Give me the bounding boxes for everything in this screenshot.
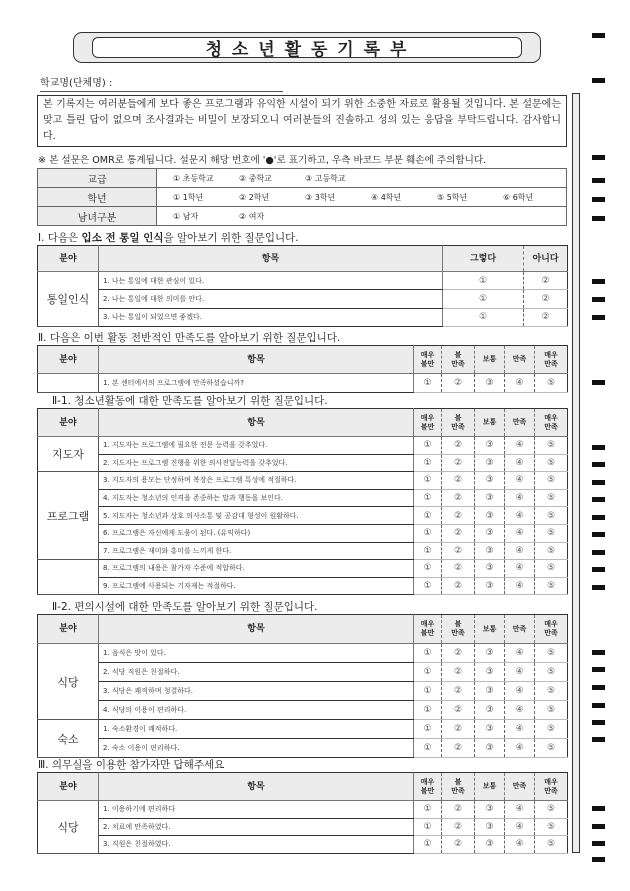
answer-bubble[interactable]: ④ [505,682,535,701]
answer-bubble[interactable]: ⑤ [535,663,568,682]
answer-bubble[interactable]: ⑤ [535,560,568,578]
survey-table [37,772,568,854]
column-header-choice: 매우 불만 [414,773,442,801]
answer-bubble[interactable]: ① [414,701,442,720]
table-row [38,472,568,490]
column-header-choice: 매우 불만 [414,346,442,374]
question-text: 1. 본 센터에서의 프로그램에 만족하셨습니까? [99,374,414,393]
question-text: 9. 프로그램에 사용되는 기자재는 적절하다. [99,577,414,595]
timing-mark [592,480,605,485]
answer-bubble[interactable]: ③ [475,720,505,739]
question-text: 2. 치료에 만족하였다. [99,818,414,836]
answer-bubble[interactable]: ⑤ [535,542,568,560]
answer-bubble[interactable]: ③ [475,374,505,393]
table-header [38,773,568,801]
table-row [38,818,568,836]
answer-bubble[interactable]: ① [414,682,442,701]
answer-bubble[interactable]: ③ [475,818,505,836]
answer-bubble[interactable]: ① [414,739,442,758]
answer-bubble[interactable]: ⑤ [535,524,568,542]
answer-bubble[interactable]: ⑤ [535,720,568,739]
answer-bubble[interactable]: ④ [505,720,535,739]
answer-bubble[interactable]: ② [442,644,475,663]
option[interactable]: ① 1학년 [173,192,204,202]
timing-mark [592,567,605,572]
table-row [38,524,568,542]
answer-bubble[interactable]: ③ [475,524,505,542]
column-header-item: 항목 [99,773,414,801]
table-row [38,489,568,507]
heading-emphasis: 입소 전 통일 인식 [81,232,164,244]
column-header-choice: 만족 [505,409,535,437]
school-name-field[interactable]: 학교명(단체명) : [40,74,283,92]
answer-bubble[interactable]: ③ [475,644,505,663]
answer-bubble[interactable]: ④ [505,374,535,393]
column-header-choice: 매우 불만 [414,615,442,644]
timing-mark [592,216,605,221]
heading-text: 을 알아보기 위한 질문입니다. [163,232,299,244]
answer-bubble[interactable]: ③ [475,560,505,578]
column-header-field: 분야 [38,615,99,644]
option[interactable]: ② 여자 [239,211,265,221]
table-header [38,346,568,374]
timing-mark [592,197,605,202]
column-header-choice: 매우 불만 [414,409,442,437]
answer-bubble[interactable]: ② [442,542,475,560]
answer-bubble[interactable]: ① [414,720,442,739]
timing-mark [592,806,605,811]
table-row [38,374,568,393]
answer-bubble[interactable]: ① [414,801,442,819]
timing-mark [592,279,605,284]
timing-mark [592,497,605,502]
question-text: 6. 프로그램은 자신에게 도움이 된다. (유익하다) [99,524,414,542]
column-header-field: 분야 [38,773,99,801]
section-2-2-heading: Ⅱ-2. 편의시설에 대한 만족도를 알아보기 위한 질문입니다. [52,601,318,613]
column-header-choice: 보통 [475,773,505,801]
column-header-choice: 보통 [475,615,505,644]
column-header-choice: 매우 만족 [535,773,568,801]
answer-bubble[interactable]: ④ [505,489,535,507]
answer-bubble[interactable]: ⑤ [535,507,568,525]
section-1-heading [38,230,299,245]
table-row [38,663,568,682]
answer-bubble[interactable]: ② [524,290,568,308]
answer-bubble[interactable]: ⑤ [535,701,568,720]
option[interactable]: ① 남자 [173,211,199,221]
omr-note: ※ 본 설문은 OMR로 통계됩니다. 설문지 해당 번호에 '●'로 표기하고, 우측 바코드 부분 훼손에 주의합니다. [38,155,487,166]
option[interactable]: ③ 3학년 [305,192,336,202]
field-cell [38,560,99,595]
question-text: 4. 식당의 이용이 편리하다. [99,701,414,720]
answer-bubble[interactable]: ⑤ [535,818,568,836]
answer-bubble[interactable]: ⑤ [535,577,568,595]
column-header-choice: 매우 만족 [535,615,568,644]
answer-bubble[interactable]: ④ [505,472,535,490]
answer-bubble[interactable]: ⑤ [535,836,568,854]
answer-bubble[interactable]: ④ [505,577,535,595]
answer-bubble[interactable]: ② [442,720,475,739]
table-header [38,615,568,644]
answer-bubble[interactable]: ③ [475,454,505,472]
answer-bubble[interactable]: ① [414,472,442,490]
question-text: 2. 나는 통일에 대한 의미를 안다. [99,290,443,308]
table-row [38,308,568,326]
column-header-choice: 매우 만족 [535,409,568,437]
column-header-field: 분야 [38,346,99,374]
answer-bubble[interactable]: ④ [505,644,535,663]
answer-bubble[interactable]: ④ [505,542,535,560]
survey-table [37,345,568,393]
timing-mark [592,667,605,672]
answer-bubble[interactable]: ② [442,577,475,595]
timing-mark [592,857,605,862]
answer-bubble[interactable]: ② [442,472,475,490]
option[interactable]: ③ 고등학교 [305,173,346,183]
answer-bubble[interactable]: ① [414,836,442,854]
field-cell: 식당 [38,801,99,854]
table-row [38,560,568,578]
timing-mark [592,33,605,38]
table-row [38,454,568,472]
column-header-choice: 보통 [475,346,505,374]
table-header [38,409,568,437]
answer-bubble[interactable]: ② [524,308,568,326]
question-text: 1. 숙소환경이 쾌적하다. [99,720,414,739]
column-header-field: 분야 [38,409,99,437]
answer-bubble[interactable]: ① [414,644,442,663]
timing-mark [592,462,605,467]
question-text: 1. 음식은 맛이 있다. [99,644,414,663]
answer-bubble[interactable]: ② [442,489,475,507]
table-row [38,682,568,701]
table-header [38,246,568,272]
field-cell: 지도자 [38,437,99,472]
answer-bubble[interactable]: ② [442,507,475,525]
answer-bubble[interactable]: ② [442,374,475,393]
timing-mark [592,532,605,537]
column-header-choice: 그렇다 [443,246,524,272]
field-cell: 식당 [38,644,99,720]
answer-bubble[interactable]: ② [442,560,475,578]
answer-bubble[interactable]: ① [414,507,442,525]
answer-bubble[interactable]: ② [442,682,475,701]
answer-bubble[interactable]: ② [442,437,475,455]
timing-mark [592,178,605,183]
answer-bubble[interactable]: ⑤ [535,489,568,507]
column-header-item: 항목 [99,246,443,272]
timing-mark [592,155,605,160]
answer-bubble[interactable]: ② [442,739,475,758]
answer-bubble[interactable]: ① [443,272,524,290]
answer-bubble[interactable]: ④ [505,560,535,578]
section-2-1-heading: Ⅱ-1. 청소년활동에 대한 만족도를 알아보기 위한 질문입니다. [52,395,328,407]
timing-mark [592,445,605,450]
option[interactable]: ② 2학년 [239,192,270,202]
survey-table [37,408,568,595]
question-text: 3. 직원은 친절하였다. [99,836,414,854]
answer-bubble[interactable]: ① [443,290,524,308]
table-row [38,801,568,819]
answer-bubble[interactable]: ④ [505,818,535,836]
answer-bubble[interactable]: ③ [475,836,505,854]
column-header-choice: 아니다 [524,246,568,272]
info-row-gender [38,207,567,226]
answer-bubble[interactable]: ① [414,437,442,455]
answer-bubble[interactable]: ② [442,836,475,854]
timing-mark [592,78,605,83]
answer-bubble[interactable]: ② [442,701,475,720]
question-text: 2. 식당 직원은 친절하다. [99,663,414,682]
answer-bubble[interactable]: ④ [505,801,535,819]
question-text: 3. 식당은 쾌적하며 청결하다. [99,682,414,701]
option[interactable]: ⑤ 5학년 [437,192,468,202]
column-header-item: 항목 [99,409,414,437]
column-header-choice: 만족 [505,615,535,644]
column-header-choice: 불 만족 [442,615,475,644]
respondent-info-table [37,168,567,226]
answer-bubble[interactable]: ② [524,272,568,290]
section-2-heading: Ⅱ. 다음은 이번 활동 전반적인 만족도를 알아보기 위한 질문입니다. [38,332,341,344]
question-text: 4. 지도자는 청소년의 인격을 존중하는 말과 행동을 보인다. [99,489,414,507]
answer-bubble[interactable]: ① [414,489,442,507]
answer-bubble[interactable]: ⑤ [535,437,568,455]
answer-bubble[interactable]: ④ [505,507,535,525]
answer-bubble[interactable]: ③ [475,577,505,595]
answer-bubble[interactable]: ③ [475,682,505,701]
answer-bubble[interactable]: ⑤ [535,644,568,663]
answer-bubble[interactable]: ③ [475,489,505,507]
answer-bubble[interactable]: ⑤ [535,682,568,701]
info-label: 교급 [38,169,157,188]
page-title: 청 소 년 활 동 기 록 부 [92,37,522,58]
answer-bubble[interactable]: ④ [505,739,535,758]
answer-bubble[interactable]: ② [442,818,475,836]
question-text: 2. 지도자는 프로그램 진행을 위한 의사전달능력을 갖추었다. [99,454,414,472]
answer-bubble[interactable]: ④ [505,836,535,854]
question-text: 8. 프로그램의 내용은 참가자 수준에 적합하다. [99,560,414,578]
option[interactable]: ② 중학교 [239,173,272,183]
timing-mark [592,824,605,829]
column-header-item: 항목 [99,346,414,374]
table-row [38,437,568,455]
timing-mark [592,585,605,590]
answer-bubble[interactable]: ① [414,454,442,472]
table-row [38,701,568,720]
answer-bubble[interactable]: ② [442,663,475,682]
question-text: 1. 지도자는 프로그램에 필요한 전문 능력을 갖추었다. [99,437,414,455]
answer-bubble[interactable]: ③ [475,542,505,560]
field-cell [38,374,99,393]
column-header-choice: 불 만족 [442,773,475,801]
answer-bubble[interactable]: ② [442,454,475,472]
answer-bubble[interactable]: ① [414,560,442,578]
timing-mark [592,650,605,655]
table-row [38,272,568,290]
question-text: 1. 이용하기에 편리하다 [99,801,414,819]
table-row [38,720,568,739]
timing-mark [592,515,605,520]
option[interactable]: ⑥ 6학년 [503,192,534,202]
answer-bubble[interactable]: ⑤ [535,801,568,819]
answer-bubble[interactable]: ⑤ [535,374,568,393]
intro-text: 본 기록지는 여러분들에게 보다 좋은 프로그램과 유익한 시설이 되기 위한 소중한 자료로 활용될 것입니다. 본 설문에는 맞고 틀린 답이 없으며 조사결과는 비밀이 보장되오니 여러분들의 진솔하고 성의 있는 응답을 부탁드립니다. 감사합니다. [37,95,567,147]
field-cell: 숙소 [38,720,99,758]
timing-mark [592,550,605,555]
timing-mark [592,380,605,385]
timing-mark [592,720,605,725]
info-row-school-level [38,169,567,188]
survey-table [37,614,568,758]
question-text: 3. 나는 통일이 되었으면 좋겠다. [99,308,443,326]
answer-bubble[interactable]: ① [443,308,524,326]
answer-bubble[interactable]: ① [414,663,442,682]
answer-bubble[interactable]: ① [414,818,442,836]
answer-bubble[interactable]: ③ [475,472,505,490]
question-text: 3. 지도자의 용모는 단정하며 복장은 프로그램 특성에 적절하다. [99,472,414,490]
question-text: 7. 프로그램은 재미와 흥미를 느끼게 한다. [99,542,414,560]
timing-mark [592,315,605,320]
answer-bubble[interactable]: ③ [475,437,505,455]
barcode-strip [572,93,580,853]
table-row [38,577,568,595]
info-row-grade [38,188,567,207]
answer-bubble[interactable]: ③ [475,663,505,682]
table-row [38,290,568,308]
answer-bubble[interactable]: ⑤ [535,472,568,490]
option[interactable]: ① 초등학교 [173,173,214,183]
answer-bubble[interactable]: ⑤ [535,454,568,472]
answer-bubble[interactable]: ④ [505,524,535,542]
answer-bubble[interactable]: ① [414,374,442,393]
heading-text: Ⅰ. 다음은 [38,232,82,244]
table-row [38,542,568,560]
question-text: 1. 나는 통일에 대한 관심이 있다. [99,272,443,290]
answer-bubble[interactable]: ③ [475,701,505,720]
answer-bubble[interactable]: ① [414,524,442,542]
column-header-choice: 보통 [475,409,505,437]
question-text: 2. 숙소 이용이 편리하다. [99,739,414,758]
column-header-item: 항목 [99,615,414,644]
column-header-field: 분야 [38,246,99,272]
answer-bubble[interactable]: ④ [505,454,535,472]
timing-mark [592,685,605,690]
answer-bubble[interactable]: ① [414,577,442,595]
column-header-choice: 불 만족 [442,346,475,374]
answer-bubble[interactable]: ③ [475,507,505,525]
timing-mark [592,841,605,846]
timing-mark [592,297,605,302]
survey-table [37,245,568,327]
table-row [38,739,568,758]
column-header-choice: 만족 [505,346,535,374]
answer-bubble[interactable]: ② [442,524,475,542]
answer-bubble[interactable]: ② [442,801,475,819]
table-row [38,836,568,854]
option[interactable]: ④ 4학년 [371,192,402,202]
info-label: 남녀구분 [38,207,157,226]
section-3-heading: Ⅲ. 의무실을 이용한 참가자만 답해주세요 [38,759,225,771]
field-cell: 프로그램 [38,472,99,560]
title-box [73,32,541,63]
column-header-choice: 불 만족 [442,409,475,437]
answer-bubble[interactable]: ⑤ [535,739,568,758]
table-row [38,507,568,525]
table-row [38,644,568,663]
timing-mark [592,737,605,742]
column-header-choice: 만족 [505,773,535,801]
answer-bubble[interactable]: ④ [505,663,535,682]
column-header-choice: 매우 만족 [535,346,568,374]
answer-bubble[interactable]: ③ [475,739,505,758]
timing-mark [592,703,605,708]
answer-bubble[interactable]: ④ [505,701,535,720]
question-text: 5. 지도자는 청소년과 상호 의사소통 및 공감대 형성이 원활하다. [99,507,414,525]
answer-bubble[interactable]: ④ [505,437,535,455]
answer-bubble[interactable]: ③ [475,801,505,819]
field-cell: 통일인식 [38,272,99,327]
answer-bubble[interactable]: ① [414,542,442,560]
info-label: 학년 [38,188,157,207]
